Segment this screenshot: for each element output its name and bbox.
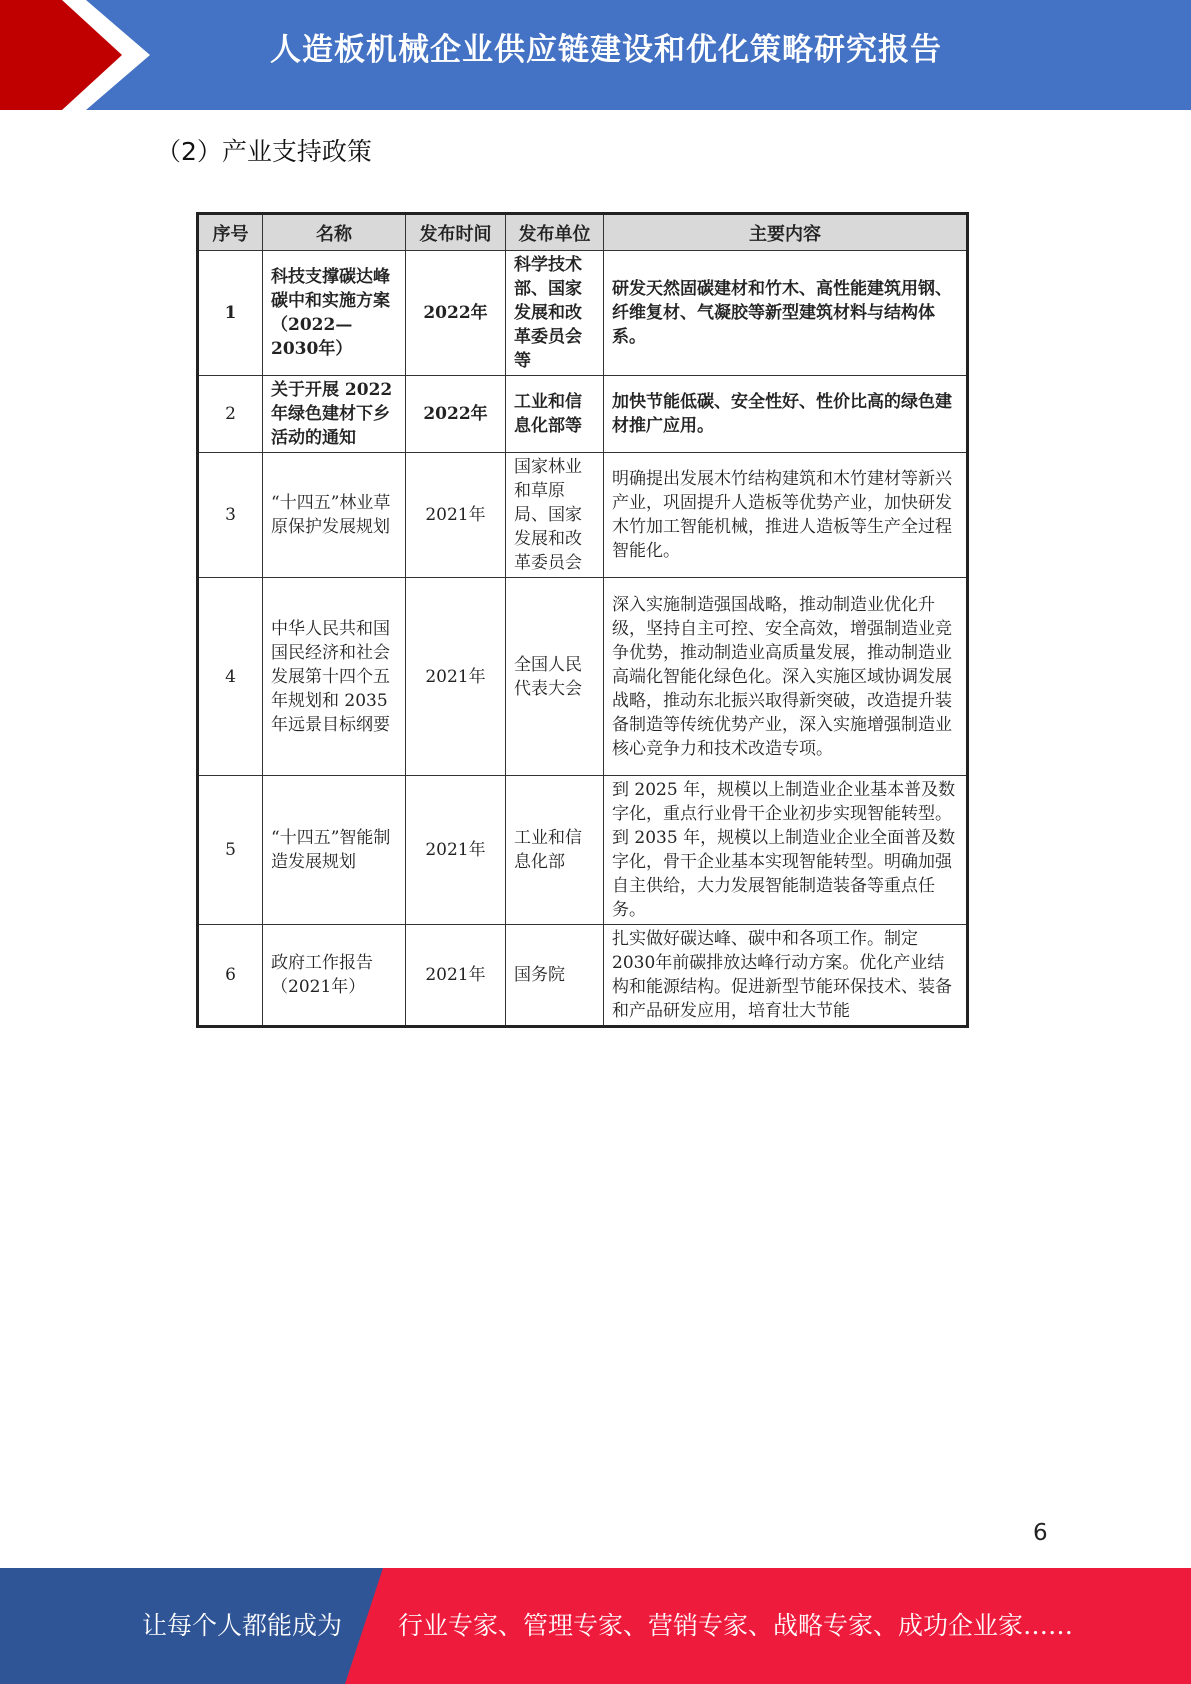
- publisher: 全国人民代表大会: [506, 578, 604, 776]
- main-content: 深入实施制造强国战略，推动制造业优化升级，坚持自主可控、安全高效，增强制造业竞争优势，推动制造业高质量发展，推动制造业高端化智能化绿色化。深入实施区域协调发展战略，推动东北振兴取得新突破，改造提升装备制造等传统优势产业，深入实施增强制造业核心竞争力和技术改造专项。: [604, 578, 968, 776]
- main-content: 扎实做好碳达峰、碳中和各项工作。制定2030年前碳排放达峰行动方案。优化产业结构和能源结构。促进新型节能环保技术、装备和产品研发应用，培育壮大节能: [612, 929, 952, 1021]
- table-row: [198, 376, 968, 453]
- report-title: 人造板机械企业供应链建设和优化策略研究报告: [270, 32, 942, 68]
- column-header-name: 名称: [263, 214, 406, 251]
- column-header-date: 发布时间: [406, 214, 506, 251]
- row-number: 4: [198, 578, 263, 776]
- footer-slogan-right: 行业专家、管理专家、营销专家、战略专家、成功企业家……: [398, 1611, 1074, 1640]
- policy-table: [196, 212, 969, 1028]
- footer-slogan-left: 让每个人都能成为: [142, 1611, 343, 1640]
- header-banner: [0, 0, 1191, 110]
- main-content: 到 2025 年，规模以上制造业企业基本普及数字化，重点行业骨干企业初步实现智能转型。到 2035 年，规模以上制造业企业全面普及数字化，骨干企业基本实现智能转型。明确加强自主供给，大力发展智能制造装备等重点任务。: [604, 776, 968, 925]
- publish-date: 2021年: [406, 776, 506, 925]
- section-heading: （2）产业支持政策: [156, 137, 372, 166]
- publisher: 科学技术部、国家发展和改革委员会等: [506, 251, 604, 376]
- publish-date: 2021年: [406, 453, 506, 578]
- main-content: 研发天然固碳建材和竹木、高性能建筑用钢、纤维复材、气凝胶等新型建筑材料与结构体系。: [604, 251, 968, 376]
- table-row: [198, 776, 968, 925]
- row-number: 5: [198, 776, 263, 925]
- row-number: 1: [198, 251, 263, 376]
- table-row: [198, 453, 968, 578]
- publish-date: 2021年: [406, 578, 506, 776]
- table-row: [198, 578, 968, 776]
- main-content: 加快节能低碳、安全性好、性价比高的绿色建材推广应用。: [604, 376, 968, 453]
- policy-name: “十四五”智能制造发展规划: [263, 776, 406, 925]
- row-number: 6: [198, 925, 263, 1027]
- column-header-content: 主要内容: [604, 214, 968, 251]
- row-number: 3: [198, 453, 263, 578]
- row-number: 2: [198, 376, 263, 453]
- column-header-no: 序号: [198, 214, 263, 251]
- column-header-unit: 发布单位: [506, 214, 604, 251]
- policy-name: 关于开展 2022 年绿色建材下乡活动的通知: [263, 376, 406, 453]
- table-header-row: [198, 214, 968, 251]
- main-content: 明确提出发展木竹结构建筑和木竹建材等新兴产业，巩固提升人造板等优势产业，加快研发木竹加工智能机械，推进人造板等生产全过程智能化。: [604, 453, 968, 578]
- page-number: 6: [1033, 1520, 1048, 1546]
- table-row: [198, 251, 968, 376]
- publisher: 国务院: [506, 925, 604, 1027]
- publish-date: 2021年: [406, 925, 506, 1027]
- policy-name: 中华人民共和国国民经济和社会发展第十四个五年规划和 2035 年远景目标纲要: [263, 578, 406, 776]
- publisher: 国家林业和草原局、国家发展和改革委员会: [506, 453, 604, 578]
- publisher: 工业和信息化部等: [506, 376, 604, 453]
- policy-name: 科技支撑碳达峰碳中和实施方案（2022—2030年）: [263, 251, 406, 376]
- main-content-cell: [604, 925, 968, 1027]
- publish-date: 2022年: [406, 376, 506, 453]
- policy-name: “十四五”林业草原保护发展规划: [263, 453, 406, 578]
- publish-date: 2022年: [406, 251, 506, 376]
- footer-banner: [0, 1568, 1191, 1684]
- table-row: [198, 925, 968, 1027]
- publisher: 工业和信息化部: [506, 776, 604, 925]
- policy-name: 政府工作报告（2021年）: [263, 925, 406, 1027]
